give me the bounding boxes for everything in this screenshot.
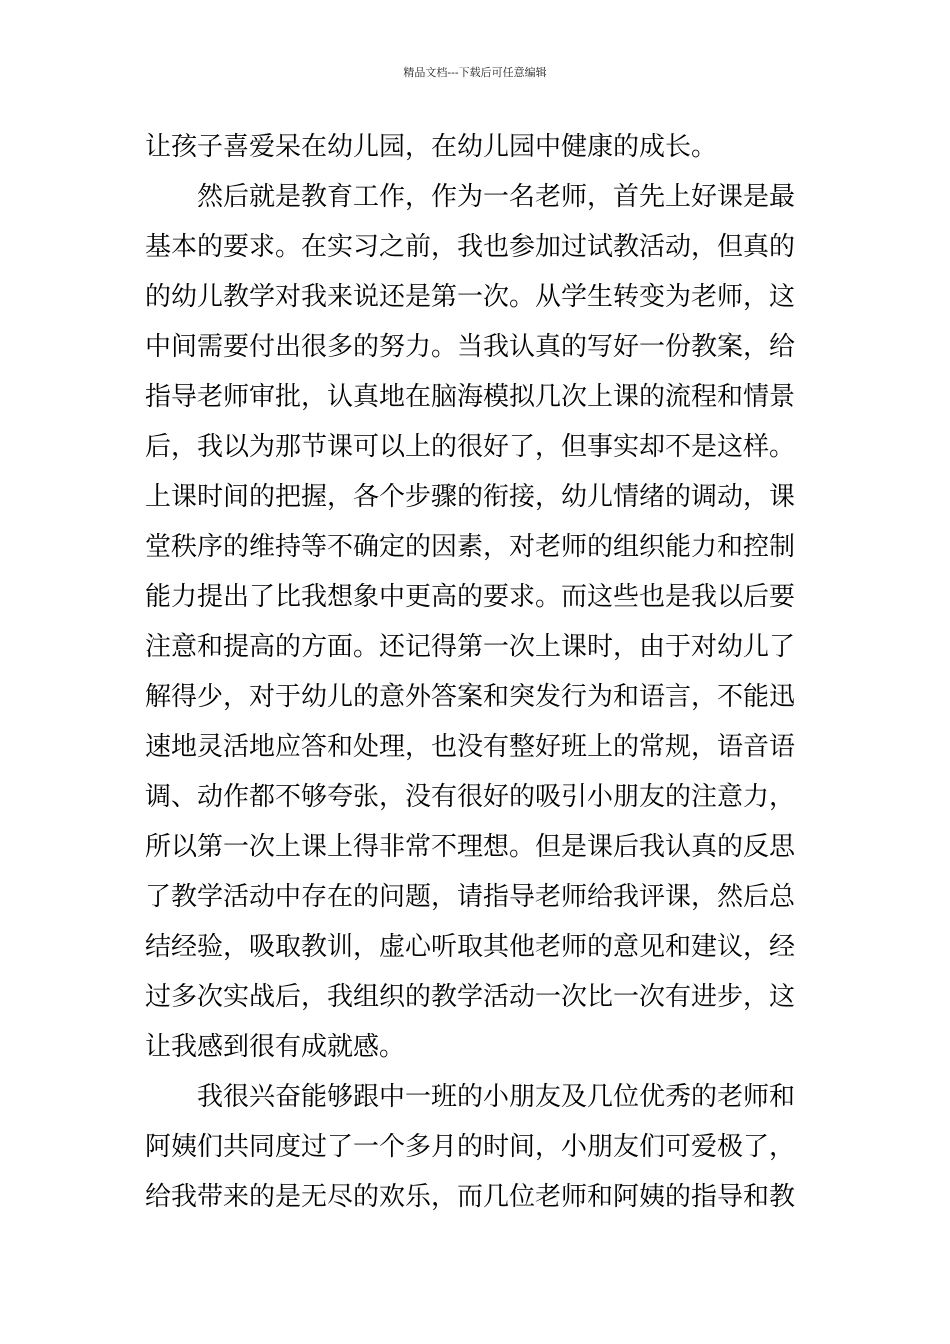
- text-line: 能力提出了比我想象中更高的要求。而这些也是我以后要: [145, 582, 796, 612]
- text-line: 阿姨们共同度过了一个多月的时间，小朋友们可爱极了，: [145, 1132, 796, 1162]
- text-line: 让孩子喜爱呆在幼儿园，在幼儿园中健康的成长。: [145, 132, 718, 162]
- text-line: 后，我以为那节课可以上的很好了，但事实却不是这样。: [145, 432, 796, 462]
- text-line: 所以第一次上课上得非常不理想。但是课后我认真的反思: [145, 832, 796, 862]
- text-line: 然后就是教育工作，作为一名老师，首先上好课是最: [197, 182, 796, 212]
- text-line: 的幼儿教学对我来说还是第一次。从学生转变为老师，这: [145, 282, 796, 312]
- text-line: 结经验，吸取教训，虚心听取其他老师的意见和建议，经: [145, 932, 796, 962]
- text-line: 给我带来的是无尽的欢乐，而几位老师和阿姨的指导和教: [145, 1182, 796, 1212]
- text-line: 基本的要求。在实习之前，我也参加过试教活动，但真的: [145, 232, 796, 262]
- text-line: 指导老师审批，认真地在脑海模拟几次上课的流程和情景: [145, 382, 796, 412]
- text-line: 上课时间的把握，各个步骤的衔接，幼儿情绪的调动，课: [145, 482, 796, 512]
- text-line: 速地灵活地应答和处理，也没有整好班上的常规，语音语: [145, 732, 796, 762]
- text-line: 调、动作都不够夸张，没有很好的吸引小朋友的注意力，: [145, 782, 796, 812]
- text-line: 注意和提高的方面。还记得第一次上课时，由于对幼儿了: [145, 632, 796, 662]
- text-line: 过多次实战后，我组织的教学活动一次比一次有进步，这: [145, 982, 796, 1012]
- text-line: 我很兴奋能够跟中一班的小朋友及几位优秀的老师和: [197, 1082, 796, 1112]
- text-line: 让我感到很有成就感。: [145, 1032, 406, 1062]
- text-line: 堂秩序的维持等不确定的因素，对老师的组织能力和控制: [145, 532, 796, 562]
- text-line: 解得少，对于幼儿的意外答案和突发行为和语言，不能迅: [145, 682, 796, 712]
- document-body: [145, 129, 810, 1229]
- text-line: 中间需要付出很多的努力。当我认真的写好一份教案，给: [145, 332, 796, 362]
- text-line: 了教学活动中存在的问题，请指导老师给我评课，然后总: [145, 882, 796, 912]
- page-header: 精品文档---下载后可任意编辑: [403, 66, 547, 79]
